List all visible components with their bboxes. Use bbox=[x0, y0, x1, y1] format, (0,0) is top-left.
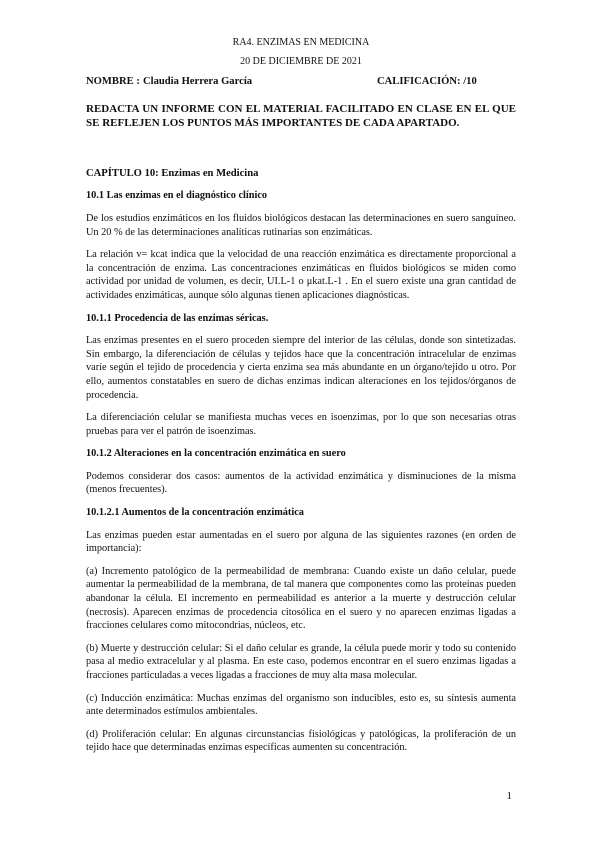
section-heading: 10.1.2.1 Aumentos de la concentración enzimática bbox=[86, 507, 304, 519]
list-item: (c) Inducción enzimática: Muchas enzimas del organismo son inducibles, esto es, su síntesis aumenta ante determinados estímulos ambientales. bbox=[86, 692, 516, 718]
document-title: RA4. ENZIMAS EN MEDICINA bbox=[232, 37, 370, 48]
section-heading: 10.1 Las enzimas en el diagnóstico clínico bbox=[86, 190, 268, 202]
paragraph: De los estudios enzimáticos en los fluidos biológicos destacan las determinaciones en suero sanguíneo. Un 20 % de las determinaciones analíticas rutinarias son enzimáticas. bbox=[86, 212, 516, 238]
document-date: 20 DE DICIEMBRE DE 2021 bbox=[240, 55, 362, 67]
section-heading: 10.1.1 Procedencia de las enzimas séricas. bbox=[86, 312, 269, 324]
grade-label: CALIFICACIÓN: /10 bbox=[377, 76, 477, 88]
paragraph: Las enzimas presentes en el suero proceden siempre del interior de las células, donde son sintetizadas. Sin embargo, la diferenciación de células y tejidos hace que la concentración intracelular de enzimas varíe según el tejido de procedencia y cierta enzima sea más abundante en un órgano/tejido u otro. Por ello, aumentos constatables en suero de dichas enzimas indican alteraciones en los tejidos/órganos de procedencia. bbox=[86, 335, 516, 401]
list-item: (d) Proliferación celular: En algunas circunstancias fisiológicas y patológicas, la proliferación de un tejido hace que determinadas enzimas específicas aumenten su concentración. bbox=[86, 728, 516, 754]
student-info-row bbox=[86, 75, 516, 89]
document-body bbox=[86, 36, 516, 755]
paragraph: Podemos considerar dos casos: aumentos de la actividad enzimática y disminuciones de la misma (menos frecuentes). bbox=[86, 470, 516, 496]
assignment-instruction: REDACTA UN INFORME CON EL MATERIAL FACILITADO EN CLASE EN EL QUE SE REFLEJEN LOS PUNTOS MÁS IMPORTANTES DE CADA APARTADO. bbox=[86, 102, 516, 129]
name-label: NOMBRE : bbox=[86, 76, 140, 88]
list-item: (a) Incremento patológico de la permeabilidad de membrana: Cuando existe un daño celular, puede aumentar la permeabilidad de la membrana, de tal manera que componentes como las proteínas pueden abandonar la célula. El incremento en permeabilidad es anterior a la muerte y destrucción celular (necrosis). Aparecen enzimas de procedencia citosólica en el suero y no aparecen enzimas ligadas a fracciones celulares como mitocondrias, núcleos, etc. bbox=[86, 565, 516, 632]
list-item: (b) Muerte y destrucción celular: Si el daño celular es grande, la célula puede morir y todo su contenido pasa al medio extracelular y al plasma. En este caso, podemos encontrar en el suero enzimas ligadas a fracciones particuladas a veces ligadas a fracciones de muy alta masa molecular. bbox=[86, 642, 516, 681]
chapter-heading: CAPÍTULO 10: Enzimas en Medicina bbox=[86, 167, 259, 179]
paragraph: Las enzimas pueden estar aumentadas en el suero por alguna de las siguientes razones (en orden de importancia): bbox=[86, 529, 516, 555]
page-number: 1 bbox=[506, 790, 512, 802]
paragraph: La diferenciación celular se manifiesta muchas veces en isoenzimas, por lo que son necesarias otras pruebas para ver el patrón de isoenzimas. bbox=[86, 412, 516, 437]
section-heading: 10.1.2 Alteraciones en la concentración enzimática en suero bbox=[86, 448, 346, 460]
student-name: Claudia Herrera García bbox=[143, 76, 253, 88]
paragraph: La relación v= kcat indica que la velocidad de una reacción enzimática es directamente proporcional a la concentración de enzima. Las concentraciones enzimáticas en fluidos biológicos se miden como actividad por unidad de volumen, es decir, UI.L-1 o μkat.L-1 . En el suero existe una gran cantidad de actividades enzimáticas, aunque sólo algunas tienen aplicaciones diagnósticas. bbox=[86, 249, 516, 301]
